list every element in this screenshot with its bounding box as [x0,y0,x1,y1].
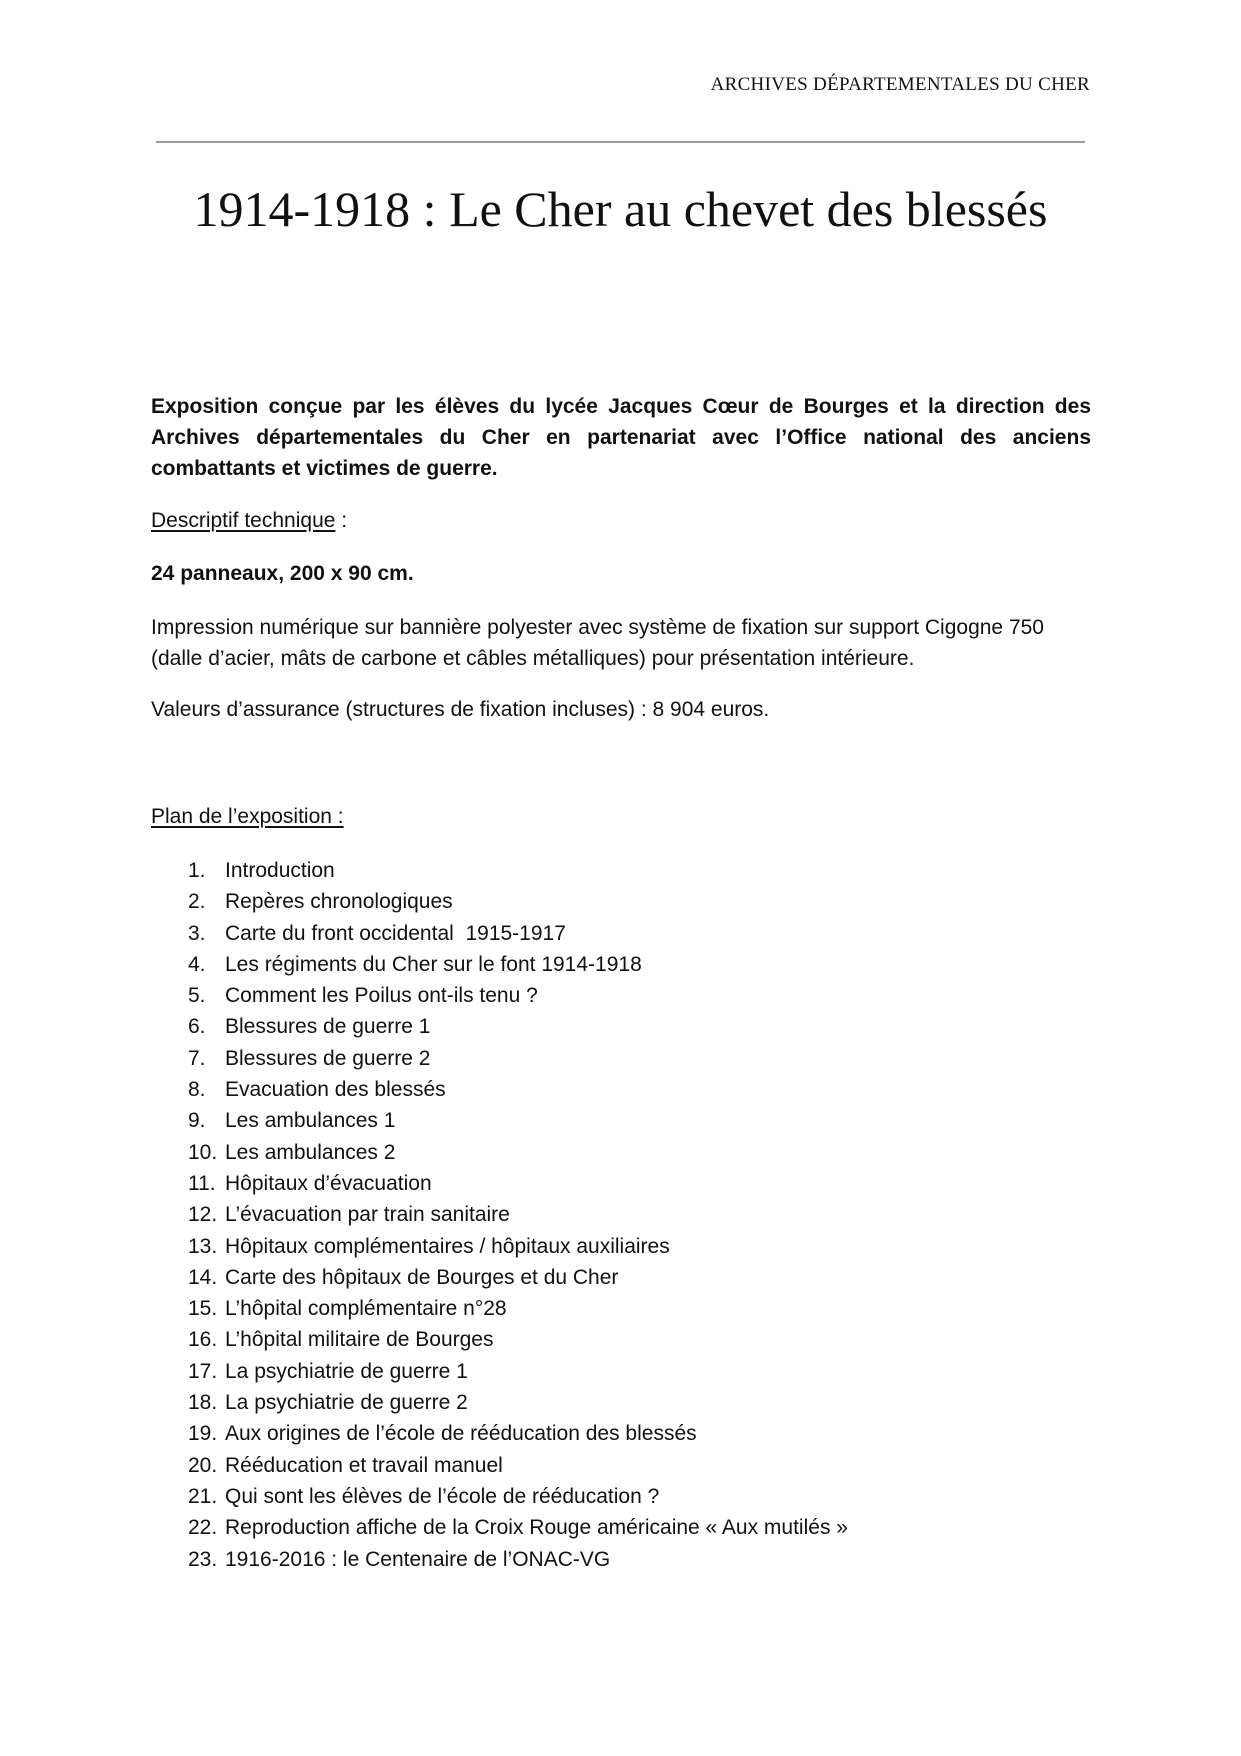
plan-item-label: Evacuation des blessés [225,1078,446,1102]
plan-item-number: 4. [188,952,206,976]
plan-item [188,918,848,949]
plan-item-label: Comment les Poilus ont-ils tenu ? [225,984,538,1008]
plan-item [188,1481,848,1512]
plan-item-number: 5. [188,984,206,1008]
technical-heading: Descriptif technique [151,509,336,532]
plan-item [188,1074,848,1105]
plan-item [188,1512,848,1543]
plan-item-number: 6. [188,1015,206,1039]
plan-item-number: 13. [188,1234,218,1258]
plan-item [188,1356,848,1387]
plan-item-label: Aux origines de l’école de rééducation des blessés [225,1422,697,1446]
plan-item [188,1324,848,1355]
plan-item [188,1168,848,1199]
plan-item [188,855,848,886]
plan-item-label: Les ambulances 1 [225,1109,396,1133]
plan-item [188,1418,848,1449]
plan-item-number: 16. [188,1328,218,1352]
plan-item [188,1387,848,1418]
plan-item-label: Rééducation et travail manuel [225,1453,503,1477]
plan-item [188,1293,848,1324]
plan-item [188,886,848,917]
plan-item [188,1137,848,1168]
plan-item-number: 17. [188,1359,218,1383]
plan-item [188,1262,848,1293]
plan-item-number: 14. [188,1265,218,1289]
plan-item [188,1043,848,1074]
plan-item-label: La psychiatrie de guerre 2 [225,1391,468,1415]
plan-item-number: 10. [188,1140,218,1164]
printing-spec: Impression numérique sur bannière polyester avec système de fixation sur support Cigogne 750 (dalle d’acier, mâts de carbone et câbles métalliques) pour présentation intérieure. [151,616,1044,670]
plan-item [188,1105,848,1136]
plan-item-number: 18. [188,1391,218,1415]
plan-item-label: L’hôpital complémentaire n°28 [225,1297,507,1321]
plan-item-label: Reproduction affiche de la Croix Rouge américaine « Aux mutilés » [225,1516,848,1540]
plan-item-number: 15. [188,1297,218,1321]
plan-item-label: L’hôpital militaire de Bourges [225,1328,494,1352]
plan-item-number: 12. [188,1203,218,1227]
plan-item-label: L’évacuation par train sanitaire [225,1203,510,1227]
plan-item-number: 7. [188,1046,206,1070]
plan-item-number: 2. [188,890,206,914]
plan-item-label: Hôpitaux complémentaires / hôpitaux auxiliaires [225,1234,670,1258]
plan-item-label: Les régiments du Cher sur le font 1914-1918 [225,952,642,976]
plan-item-number: 11. [188,1171,216,1195]
intro-paragraph: Exposition conçue par les élèves du lycée Jacques Cœur de Bourges et la direction des Archives départementales du Cher en partenariat avec l’Office national des anciens combattants et victimes de guerre. [151,395,1091,480]
plan-item-label: Repères chronologiques [225,890,453,914]
plan-item-label: La psychiatrie de guerre 1 [225,1359,468,1383]
plan-item [188,949,848,980]
plan-item [188,1199,848,1230]
plan-item-number: 20. [188,1453,218,1477]
plan-item-label: Qui sont les élèves de l’école de rééducation ? [225,1484,660,1508]
plan-item-number: 9. [188,1109,206,1133]
plan-item-label: Carte des hôpitaux de Bourges et du Cher [225,1265,619,1289]
header-divider [156,141,1085,143]
plan-item-number: 3. [188,921,206,945]
plan-heading: Plan de l’exposition : [151,805,344,828]
technical-heading-suffix: : [335,509,348,532]
panels-spec: 24 panneaux, 200 x 90 cm. [151,562,414,585]
plan-item-label: Blessures de guerre 2 [225,1046,431,1070]
plan-item [188,1450,848,1481]
plan-item [188,1231,848,1262]
plan-item-label: Introduction [225,859,335,882]
plan-item-number: 22. [188,1516,218,1540]
plan-item-number: 1. [188,859,206,882]
plan-item-label: Hôpitaux d’évacuation [225,1171,432,1195]
plan-heading-line [151,801,1091,832]
plan-item [188,1011,848,1042]
document-title: 1914-1918 : Le Cher au chevet des blessés [193,181,1048,237]
insurance-value: Valeurs d’assurance (structures de fixation incluses) : 8 904 euros. [151,698,770,721]
plan-item-number: 21. [188,1484,218,1508]
plan-item-label: Carte du front occidental 1915-1917 [225,921,566,945]
page-header: ARCHIVES DÉPARTEMENTALES DU CHER [710,74,1090,95]
plan-item-number: 19. [188,1422,218,1446]
technical-heading-line [151,505,1091,536]
plan-list [188,855,848,1575]
plan-item [188,980,848,1011]
plan-item-number: 23. [188,1547,218,1571]
plan-item-label: 1916-2016 : le Centenaire de l’ONAC-VG [225,1547,611,1571]
plan-item-label: Blessures de guerre 1 [225,1015,431,1039]
plan-item-label: Les ambulances 2 [225,1140,396,1164]
plan-item [188,1544,848,1575]
plan-item-number: 8. [188,1078,206,1102]
